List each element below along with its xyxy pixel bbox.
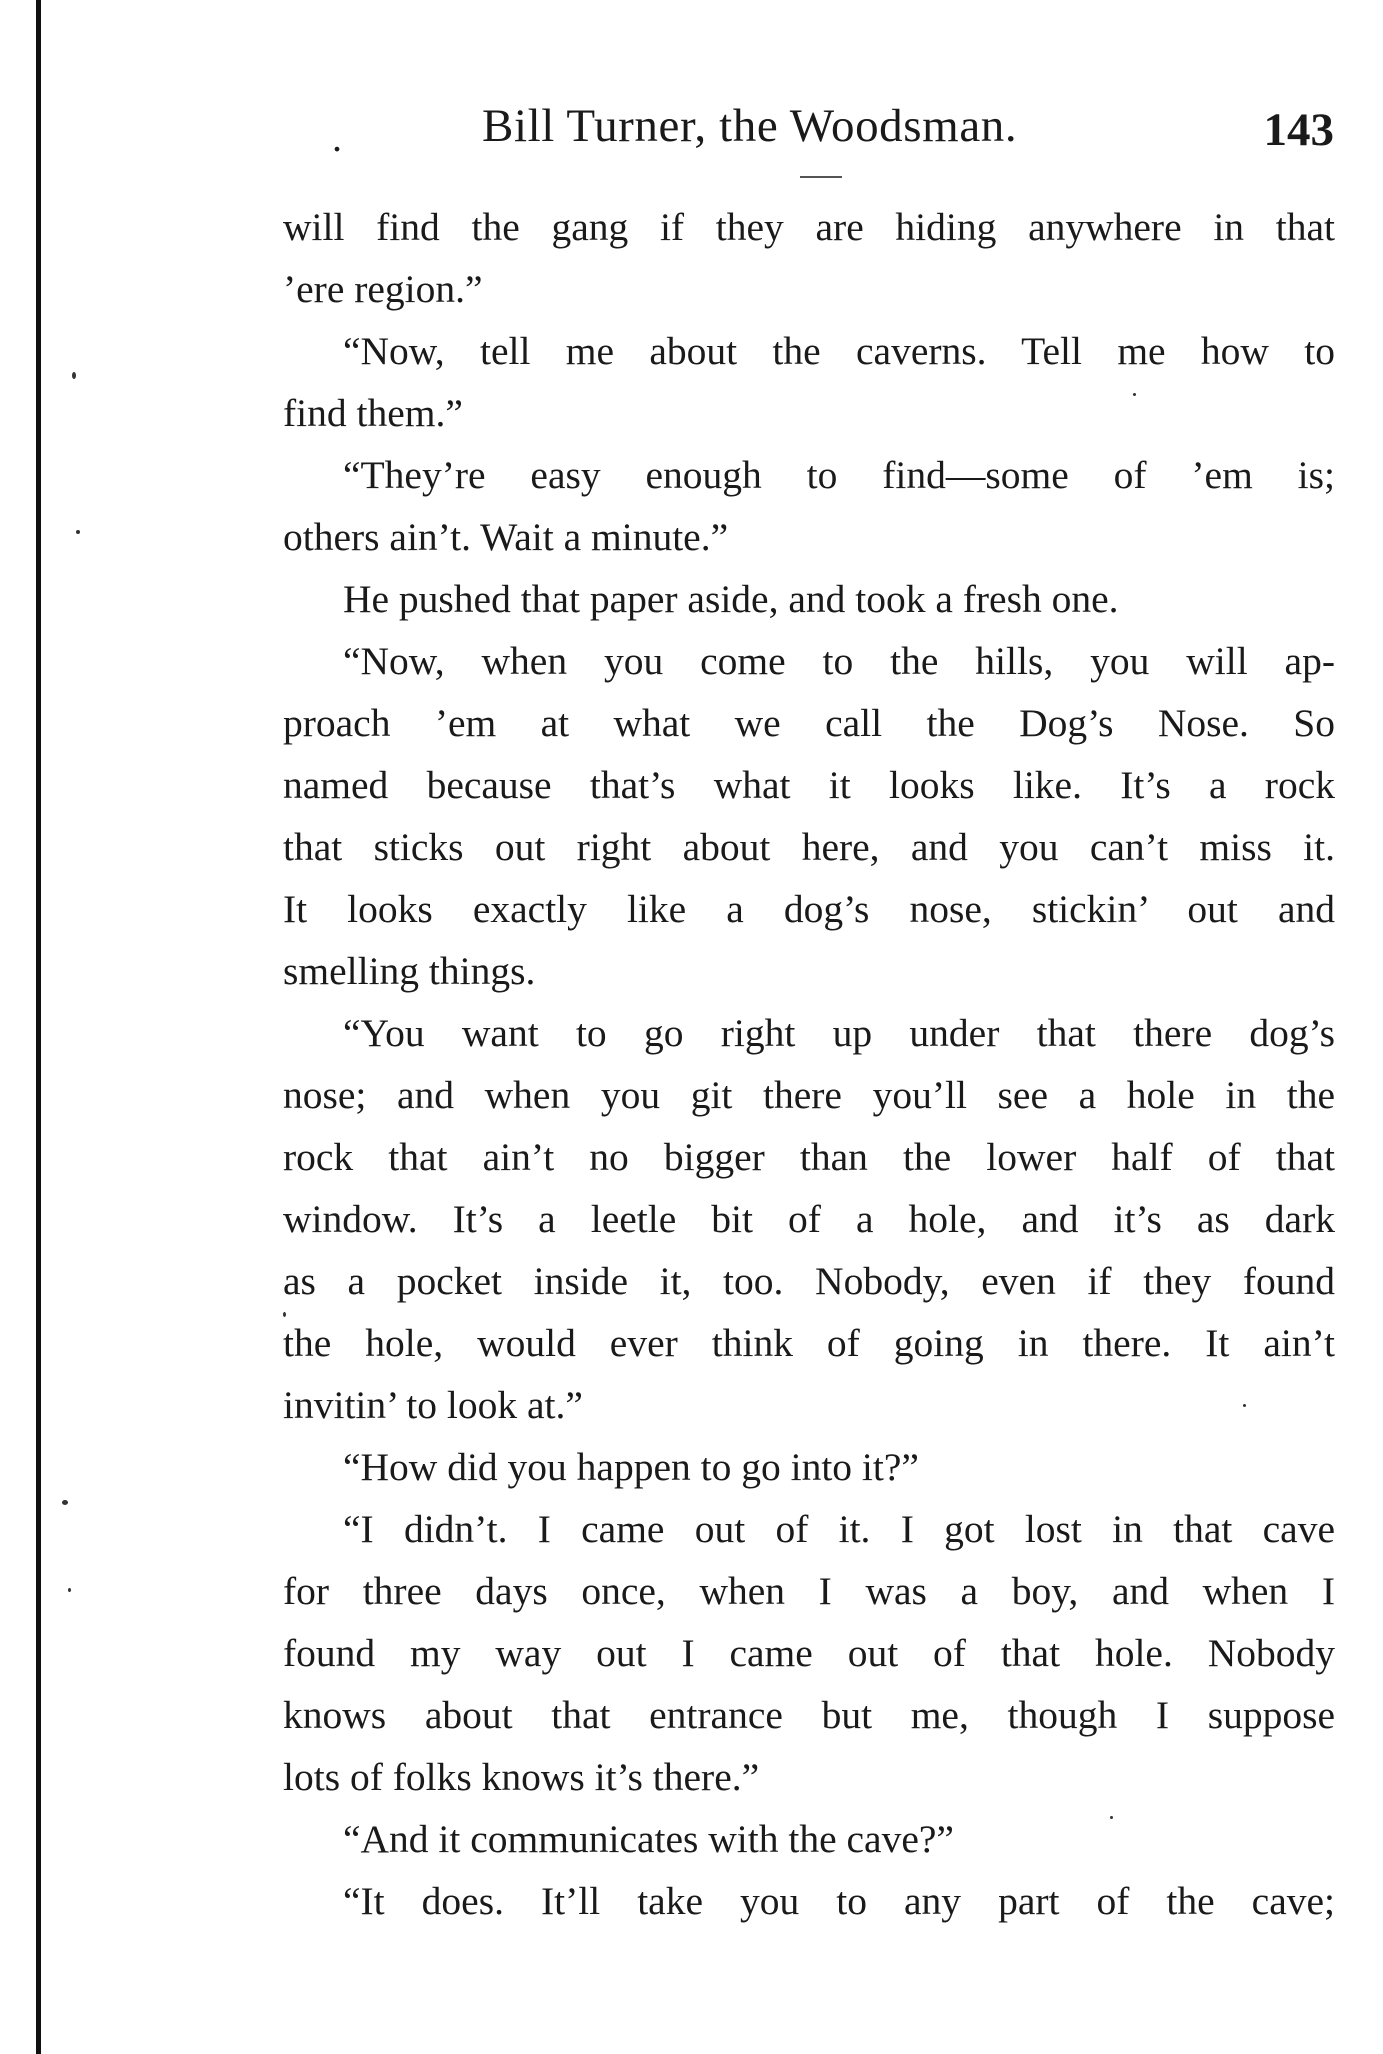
text-line: rock that ain’t no bigger than the lower half of that bbox=[283, 1135, 1335, 1179]
scan-speck bbox=[283, 1312, 286, 1317]
text-line: “How did you happen to go into it?” bbox=[343, 1445, 919, 1489]
text-line: “You want to go right up under that there dog’s bbox=[343, 1011, 1335, 1055]
text-line: “I didn’t. I came out of it. I got lost in that cave bbox=[343, 1507, 1335, 1551]
text-line: It looks exactly like a dog’s nose, stickin’ out and bbox=[283, 887, 1335, 931]
page-number: 143 bbox=[1263, 104, 1334, 156]
scan-speck bbox=[68, 1588, 71, 1592]
text-line: nose; and when you git there you’ll see a hole in the bbox=[283, 1073, 1335, 1117]
scan-speck bbox=[62, 1500, 68, 1505]
text-line: will find the gang if they are hiding anywhere in that bbox=[283, 205, 1335, 249]
text-line: “They’re easy enough to find—some of ’em is; bbox=[343, 453, 1335, 497]
text-line: the hole, would ever think of going in there. It ain’t bbox=[283, 1321, 1335, 1365]
text-line: find them.” bbox=[283, 391, 463, 435]
scan-speck bbox=[76, 530, 80, 534]
page-header bbox=[322, 96, 1334, 160]
text-line: proach ’em at what we call the Dog’s Nose. So bbox=[283, 701, 1335, 745]
text-line: lots of folks knows it’s there.” bbox=[283, 1755, 760, 1799]
text-line: “Now, when you come to the hills, you will ap- bbox=[343, 639, 1335, 683]
text-line: found my way out I came out of that hole. Nobody bbox=[283, 1631, 1335, 1675]
running-title: Bill Turner, the Woodsman. bbox=[482, 100, 1018, 152]
text-line: He pushed that paper aside, and took a fresh one. bbox=[343, 577, 1119, 621]
binding-edge bbox=[36, 0, 41, 2054]
scan-speck bbox=[1243, 1404, 1246, 1407]
text-line: knows about that entrance but me, though I suppose bbox=[283, 1693, 1335, 1737]
header-mark: . bbox=[332, 115, 342, 160]
text-line: named because that’s what it looks like. It’s a rock bbox=[283, 763, 1335, 807]
body-text bbox=[283, 196, 1335, 1932]
text-line: invitin’ to look at.” bbox=[283, 1383, 583, 1427]
scan-speck bbox=[1110, 1816, 1113, 1819]
text-line: others ain’t. Wait a minute.” bbox=[283, 515, 729, 559]
text-line: that sticks out right about here, and you can’t miss it. bbox=[283, 825, 1335, 869]
text-line: “It does. It’ll take you to any part of the cave; bbox=[343, 1879, 1335, 1923]
text-line: “And it communicates with the cave?” bbox=[343, 1817, 954, 1861]
text-line: smelling things. bbox=[283, 949, 536, 993]
text-line: ’ere region.” bbox=[283, 267, 483, 311]
text-line: for three days once, when I was a boy, and when I bbox=[283, 1569, 1335, 1613]
header-rule bbox=[800, 176, 842, 178]
text-line: “Now, tell me about the caverns. Tell me how to bbox=[343, 329, 1335, 373]
text-line: as a pocket inside it, too. Nobody, even if they found bbox=[283, 1259, 1335, 1303]
scan-speck bbox=[1133, 393, 1136, 396]
text-line: window. It’s a leetle bit of a hole, and it’s as dark bbox=[283, 1197, 1335, 1241]
scan-speck bbox=[72, 372, 76, 379]
